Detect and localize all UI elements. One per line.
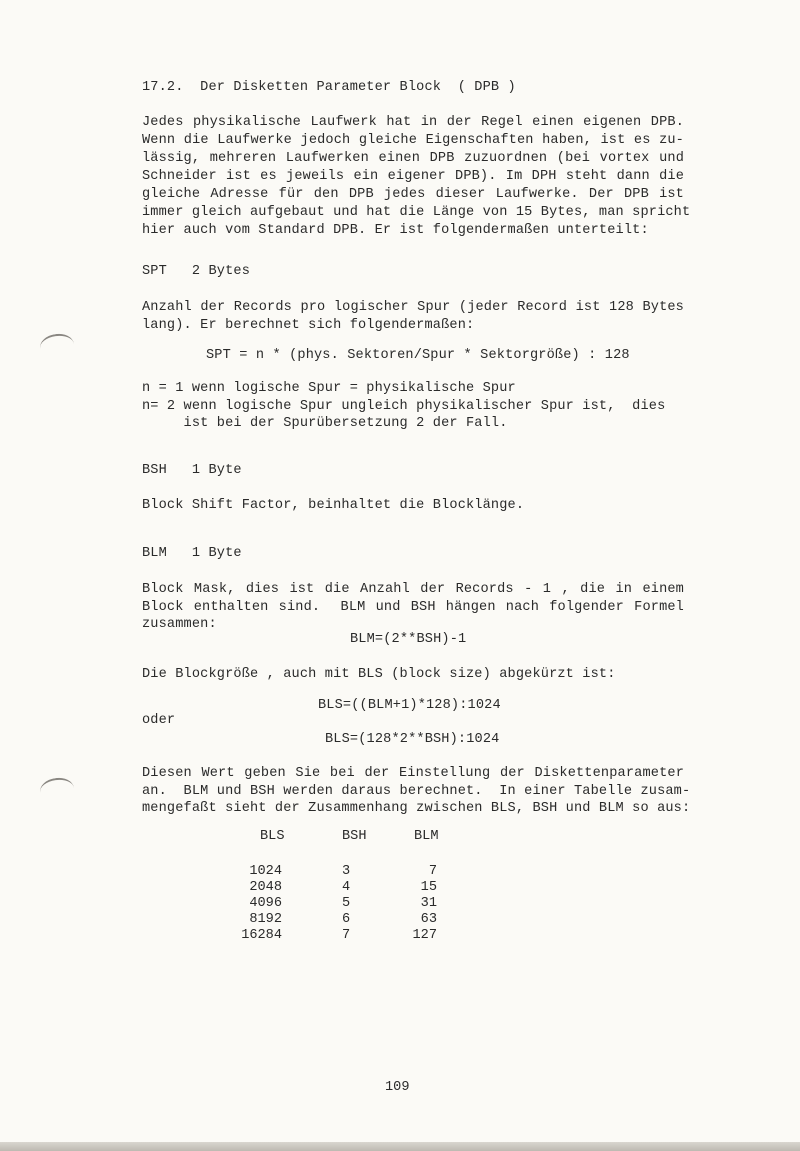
bsh-desc: Block Shift Factor, beinhaltet die Blocklänge. — [142, 498, 525, 513]
section-heading: 17.2. Der Disketten Parameter Block ( DPB ) — [142, 80, 516, 95]
table-cell-blm: 31 — [420, 896, 437, 911]
page-edge — [0, 1142, 800, 1151]
table-cell-bsh: 6 — [342, 912, 351, 927]
table-header-bls: BLS — [260, 829, 285, 844]
intro-line: Jedes physikalische Laufwerk hat in der Regel einen eigenen DPB. — [142, 115, 684, 130]
table-cell-bls: 2048 — [249, 880, 282, 895]
spt-desc-line: lang). Er berechnet sich folgendermaßen: — [142, 318, 475, 333]
table-cell-bsh: 3 — [342, 864, 351, 879]
intro-line: lässig, mehreren Laufwerken einen DPB zuzuordnen (bei vortex und — [142, 151, 684, 166]
table-cell-bls: 1024 — [249, 864, 282, 879]
spt-note-line: n= 2 wenn logische Spur ungleich physikalischer Spur ist, dies — [142, 399, 666, 414]
table-cell-blm: 63 — [420, 912, 437, 927]
intro-line: gleiche Adresse für den DPB jedes dieser Laufwerke. Der DPB ist — [142, 187, 684, 202]
table-cell-bsh: 4 — [342, 880, 351, 895]
spt-desc-line: Anzahl der Records pro logischer Spur (jeder Record ist 128 Bytes — [142, 300, 684, 315]
intro-line: Schneider ist es jeweils ein eigener DPB). Im DPH steht dann die — [142, 169, 684, 184]
summary-line: Diesen Wert geben Sie bei der Einstellung der Diskettenparameter — [142, 766, 684, 781]
blm-title: BLM 1 Byte — [142, 546, 242, 561]
blm-desc-line: Block Mask, dies ist die Anzahl der Records - 1 , die in einem — [142, 582, 684, 597]
table-cell-bls: 8192 — [249, 912, 282, 927]
blm-desc-line: zusammen: — [142, 617, 217, 632]
bls-formula-1: BLS=((BLM+1)*128):1024 — [318, 698, 501, 713]
blm-formula: BLM=(2**BSH)-1 — [350, 632, 467, 647]
table-cell-blm: 127 — [412, 928, 437, 943]
summary-line: an. BLM und BSH werden daraus berechnet. In einer Tabelle zusam- — [142, 784, 691, 799]
bsh-title: BSH 1 Byte — [142, 463, 242, 478]
table-header-bsh: BSH — [342, 829, 367, 844]
intro-line: Wenn die Laufwerke jedoch gleiche Eigenschaften haben, ist es zu- — [142, 133, 684, 148]
blm-desc-line: Block enthalten sind. BLM und BSH hängen nach folgender Formel — [142, 600, 684, 615]
punch-hole-mark-bottom — [38, 776, 75, 804]
table-cell-blm: 7 — [428, 864, 437, 879]
intro-line: immer gleich aufgebaut und hat die Länge von 15 Bytes, man spricht — [142, 205, 691, 220]
spt-note-line: ist bei der Spurübersetzung 2 der Fall. — [142, 416, 508, 431]
table-cell-bsh: 5 — [342, 896, 351, 911]
table-cell-bsh: 7 — [342, 928, 351, 943]
spt-title: SPT 2 Bytes — [142, 264, 250, 279]
spt-note-line: n = 1 wenn logische Spur = physikalische Spur — [142, 381, 516, 396]
punch-hole-mark-top — [38, 332, 75, 360]
table-header-blm: BLM — [414, 829, 439, 844]
table-cell-blm: 15 — [420, 880, 437, 895]
bls-formula-2: BLS=(128*2**BSH):1024 — [325, 732, 500, 747]
spt-formula: SPT = n * (phys. Sektoren/Spur * Sektorgröße) : 128 — [206, 348, 630, 363]
bls-desc: Die Blockgröße , auch mit BLS (block size) abgekürzt ist: — [142, 667, 616, 682]
table-cell-bls: 16284 — [241, 928, 282, 943]
oder-word: oder — [142, 713, 176, 728]
intro-line: hier auch vom Standard DPB. Er ist folgendermaßen unterteilt: — [142, 223, 649, 238]
summary-line: mengefaßt sieht der Zusammenhang zwischen BLS, BSH und BLM so aus: — [142, 801, 691, 816]
table-cell-bls: 4096 — [249, 896, 282, 911]
page-number: 109 — [385, 1080, 410, 1095]
